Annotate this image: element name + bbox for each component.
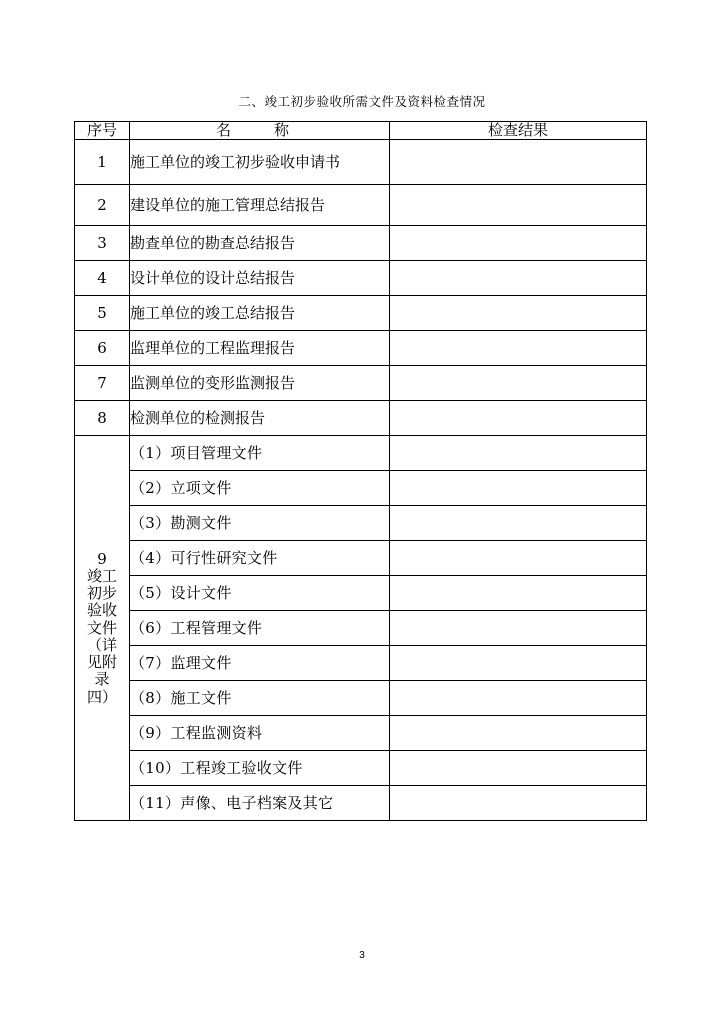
row-result-cell <box>390 296 647 331</box>
page-number: 3 <box>359 950 365 961</box>
row-name: 建设单位的施工管理总结报告 <box>130 185 390 226</box>
group-item: （8）施工文件 <box>130 681 390 716</box>
row-result-cell <box>390 751 647 786</box>
group-item: （6）工程管理文件 <box>130 611 390 646</box>
row-number: 2 <box>75 185 130 226</box>
row-result-cell <box>390 226 647 261</box>
row-result-cell <box>390 541 647 576</box>
group-row <box>75 646 647 681</box>
group-row <box>75 786 647 821</box>
group-row <box>75 576 647 611</box>
row-number: 3 <box>75 226 130 261</box>
row-result-cell <box>390 576 647 611</box>
row-result-cell <box>390 646 647 681</box>
group-row <box>75 681 647 716</box>
group-item: （11）声像、电子档案及其它 <box>130 786 390 821</box>
table-row <box>75 296 647 331</box>
row-result-cell <box>390 716 647 751</box>
group-item: （2）立项文件 <box>130 471 390 506</box>
table-header-row <box>75 122 647 140</box>
row-name: 施工单位的竣工初步验收申请书 <box>130 140 390 185</box>
group-item: （3）勘测文件 <box>130 506 390 541</box>
row-number: 5 <box>75 296 130 331</box>
row-name: 监理单位的工程监理报告 <box>130 331 390 366</box>
group-item: （5）设计文件 <box>130 576 390 611</box>
group-row <box>75 541 647 576</box>
table-row <box>75 366 647 401</box>
group-item: （7）监理文件 <box>130 646 390 681</box>
row-name: 检测单位的检测报告 <box>130 401 390 436</box>
group-item: （10）工程竣工验收文件 <box>130 751 390 786</box>
header-no: 序号 <box>75 122 130 140</box>
header-name-label: 名 称 <box>215 121 303 139</box>
row-number: 4 <box>75 261 130 296</box>
row-result-cell <box>390 366 647 401</box>
group-row <box>75 436 647 471</box>
table-row <box>75 261 647 296</box>
row-result-cell <box>390 611 647 646</box>
section-title: 二、竣工初步验收所需文件及资料检查情况 <box>238 94 486 109</box>
row-number: 1 <box>75 140 130 185</box>
row-result-cell <box>390 261 647 296</box>
row-result-cell <box>390 331 647 366</box>
header-name <box>130 122 390 140</box>
group-item: （1）项目管理文件 <box>130 436 390 471</box>
table-row <box>75 226 647 261</box>
row-result-cell <box>390 140 647 185</box>
group-label: 竣工初步验收文件（详见附录四） <box>86 566 117 706</box>
row-result-cell <box>390 401 647 436</box>
row-result-cell <box>390 436 647 471</box>
table-row <box>75 140 647 185</box>
group-row <box>75 611 647 646</box>
group-label-cell <box>75 436 130 821</box>
group-number: 9 <box>97 549 107 568</box>
group-row <box>75 506 647 541</box>
group-row <box>75 471 647 506</box>
inspection-table <box>74 121 647 821</box>
table-row <box>75 185 647 226</box>
row-result-cell <box>390 786 647 821</box>
table-row <box>75 401 647 436</box>
group-row <box>75 751 647 786</box>
row-name: 设计单位的设计总结报告 <box>130 261 390 296</box>
row-name: 勘查单位的勘查总结报告 <box>130 226 390 261</box>
row-result-cell <box>390 681 647 716</box>
row-result-cell <box>390 471 647 506</box>
row-result-cell <box>390 506 647 541</box>
table-row <box>75 331 647 366</box>
row-number: 8 <box>75 401 130 436</box>
row-number: 7 <box>75 366 130 401</box>
row-name: 施工单位的竣工总结报告 <box>130 296 390 331</box>
group-item: （9）工程监测资料 <box>130 716 390 751</box>
group-row <box>75 716 647 751</box>
row-number: 6 <box>75 331 130 366</box>
row-name: 监测单位的变形监测报告 <box>130 366 390 401</box>
group-item: （4）可行性研究文件 <box>130 541 390 576</box>
header-result: 检查结果 <box>390 122 647 140</box>
row-result-cell <box>390 185 647 226</box>
